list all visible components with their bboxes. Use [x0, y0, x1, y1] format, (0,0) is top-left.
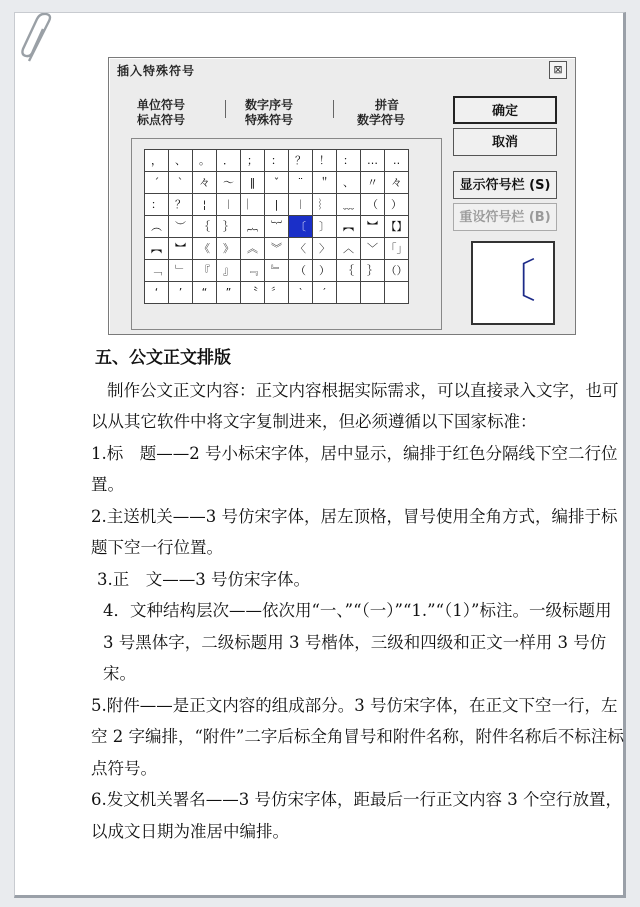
- symbol-cell[interactable]: ︸: [265, 216, 289, 238]
- symbol-cell[interactable]: ；: [241, 150, 265, 172]
- tab-math-symbols[interactable]: 数学符号: [357, 113, 406, 127]
- symbol-cell[interactable]: ︳: [241, 194, 265, 216]
- paragraph: 5.附件——是正文内容的组成部分。3 号仿宋字体，在正文下空一行，左空 2 字编排，“附件”二字后标全角冒号和附件名称，附件名称后不标注标点符号。: [91, 695, 624, 778]
- symbol-cell[interactable]: [361, 282, 385, 304]
- symbol-cell[interactable]: ﹃: [241, 260, 265, 282]
- section-heading: 五、公文正文排版: [95, 348, 231, 368]
- symbol-panel: [131, 138, 442, 330]
- symbol-cell[interactable]: ｛: [337, 260, 361, 282]
- symbol-cell[interactable]: ．: [217, 150, 241, 172]
- close-icon[interactable]: ⊠: [549, 61, 567, 79]
- symbol-cell[interactable]: ˋ: [169, 172, 193, 194]
- symbol-cell[interactable]: ：: [265, 150, 289, 172]
- symbol-cell[interactable]: ﹁: [145, 260, 169, 282]
- symbol-cell[interactable]: ︴: [313, 194, 337, 216]
- symbol-cell[interactable]: 〈: [289, 238, 313, 260]
- symbol-cell[interactable]: ︵: [145, 216, 169, 238]
- symbol-cell[interactable]: ﹀: [361, 238, 385, 260]
- symbol-cell[interactable]: ！: [313, 150, 337, 172]
- symbol-cell[interactable]: ”: [217, 282, 241, 304]
- symbol-cell[interactable]: ︼: [169, 238, 193, 260]
- symbol-cell[interactable]: ‵: [289, 282, 313, 304]
- insert-symbol-dialog: [108, 57, 576, 335]
- reset-symbol-bar-button[interactable]: 重设符号栏 (B): [453, 203, 557, 231]
- symbol-cell[interactable]: 【】: [385, 216, 409, 238]
- symbol-cell[interactable]: ）: [385, 194, 409, 216]
- tab-divider: [225, 100, 226, 118]
- paperclip-icon: [19, 13, 59, 67]
- symbol-cell[interactable]: ︱: [289, 194, 313, 216]
- paragraph: 4．文种结构层次——依次用“一、”“（一）”“1.”“（1）”标注。一级标题用 3 号黑体字，二级标题用 3 号楷体，三级和四级和正文一样用 3 号仿宋。: [103, 601, 612, 683]
- paragraph: 6.发文机关署名——3 号仿宋字体，距最后一行正文内容 3 个空行放置，以成文日期为准居中编排。: [91, 790, 622, 841]
- dialog-title: 插入特殊符号: [117, 64, 196, 78]
- symbol-cell[interactable]: 『: [193, 260, 217, 282]
- symbol-cell[interactable]: ˇ: [265, 172, 289, 194]
- symbol-cell[interactable]: 、: [169, 150, 193, 172]
- symbol-cell[interactable]: ﹏: [337, 194, 361, 216]
- symbol-cell[interactable]: “: [193, 282, 217, 304]
- symbol-grid: [144, 149, 409, 304]
- paragraph: 3.正 文——3 号仿宋字体。: [97, 569, 310, 589]
- symbol-cell[interactable]: ，: [145, 150, 169, 172]
- tab-number-series[interactable]: 数字序号: [245, 98, 294, 112]
- symbol-cell[interactable]: ¦: [193, 194, 217, 216]
- symbol-cell[interactable]: ︶: [169, 216, 193, 238]
- symbol-cell[interactable]: 《: [193, 238, 217, 260]
- symbol-cell[interactable]: 》: [217, 238, 241, 260]
- symbol-cell[interactable]: ︿: [337, 238, 361, 260]
- cancel-button[interactable]: 取消: [453, 128, 557, 156]
- symbol-cell[interactable]: ﹄: [265, 260, 289, 282]
- symbol-cell[interactable]: 々: [193, 172, 217, 194]
- document-page: [14, 12, 626, 898]
- symbol-cell[interactable]: ：: [337, 150, 361, 172]
- tab-divider: [333, 100, 334, 118]
- symbol-preview: 〔: [471, 241, 555, 325]
- symbol-cell[interactable]: ︻: [337, 216, 361, 238]
- symbol-cell[interactable]: ｝: [361, 260, 385, 282]
- tab-pinyin[interactable]: 拼音: [375, 98, 400, 112]
- symbol-cell[interactable]: [385, 282, 409, 304]
- symbol-cell[interactable]: ’: [169, 282, 193, 304]
- symbol-cell[interactable]: ¨: [289, 172, 313, 194]
- symbol-cell[interactable]: ｝: [217, 216, 241, 238]
- ok-button[interactable]: 确定: [453, 96, 557, 124]
- symbol-cell[interactable]: ‥: [385, 150, 409, 172]
- paragraph: 2.主送机关——3 号仿宋字体，居左顶格，冒号使用全角方式，编排于标题下空一行位置。: [91, 506, 618, 557]
- symbol-cell[interactable]: ︷: [241, 216, 265, 238]
- show-symbol-bar-button[interactable]: 显示符号栏 (S): [453, 171, 557, 199]
- symbol-cell[interactable]: （: [361, 194, 385, 216]
- symbol-cell[interactable]: ︽: [241, 238, 265, 260]
- symbol-cell[interactable]: ～: [217, 172, 241, 194]
- symbol-cell[interactable]: 々: [385, 172, 409, 194]
- symbol-cell[interactable]: 〃: [361, 172, 385, 194]
- symbol-cell[interactable]: 〉: [313, 238, 337, 260]
- tab-punctuation[interactable]: 标点符号: [137, 113, 186, 127]
- symbol-cell[interactable]: ？: [289, 150, 313, 172]
- symbol-cell[interactable]: ︻: [145, 238, 169, 260]
- symbol-cell[interactable]: ‖: [241, 172, 265, 194]
- symbol-cell[interactable]: （: [289, 260, 313, 282]
- tab-bar: [119, 92, 439, 138]
- symbol-cell[interactable]: ﹂: [169, 260, 193, 282]
- symbol-cell[interactable]: ´: [145, 172, 169, 194]
- tab-unit-symbols[interactable]: 单位符号: [137, 98, 186, 112]
- symbol-cell[interactable]: 〕: [313, 216, 337, 238]
- symbol-cell[interactable]: 。: [193, 150, 217, 172]
- paragraph: 1.标 题——2 号小标宋字体，居中显示，编排于红色分隔线下空二行位置。: [91, 443, 618, 494]
- symbol-cell[interactable]: ＂: [313, 172, 337, 194]
- symbol-cell[interactable]: ｛: [193, 216, 217, 238]
- article-body: [75, 343, 625, 847]
- symbol-cell[interactable]: 「」: [385, 238, 409, 260]
- symbol-cell[interactable]: …: [361, 150, 385, 172]
- symbol-cell[interactable]: ︾: [265, 238, 289, 260]
- symbol-cell[interactable]: ？: [169, 194, 193, 216]
- symbol-cell[interactable]: 〔: [289, 216, 313, 238]
- symbol-cell[interactable]: ：: [145, 194, 169, 216]
- tab-special-symbols[interactable]: 特殊符号: [245, 113, 294, 127]
- symbol-cell[interactable]: [337, 282, 361, 304]
- symbol-cell[interactable]: |: [265, 194, 289, 216]
- symbol-cell[interactable]: （）: [385, 260, 409, 282]
- symbol-cell[interactable]: ︼: [361, 216, 385, 238]
- symbol-cell[interactable]: 』: [217, 260, 241, 282]
- symbol-cell[interactable]: 〞: [265, 282, 289, 304]
- symbol-cell[interactable]: ︱: [217, 194, 241, 216]
- symbol-cell[interactable]: ）: [313, 260, 337, 282]
- symbol-cell[interactable]: 〝: [241, 282, 265, 304]
- symbol-cell[interactable]: ‘: [145, 282, 169, 304]
- symbol-cell[interactable]: ′: [313, 282, 337, 304]
- paragraph: 制作公文正文内容：正文内容根据实际需求，可以直接录入文字，也可以从其它软件中将文字复制进来，但必须遵循以下国家标准：: [91, 380, 619, 431]
- symbol-cell[interactable]: 、: [337, 172, 361, 194]
